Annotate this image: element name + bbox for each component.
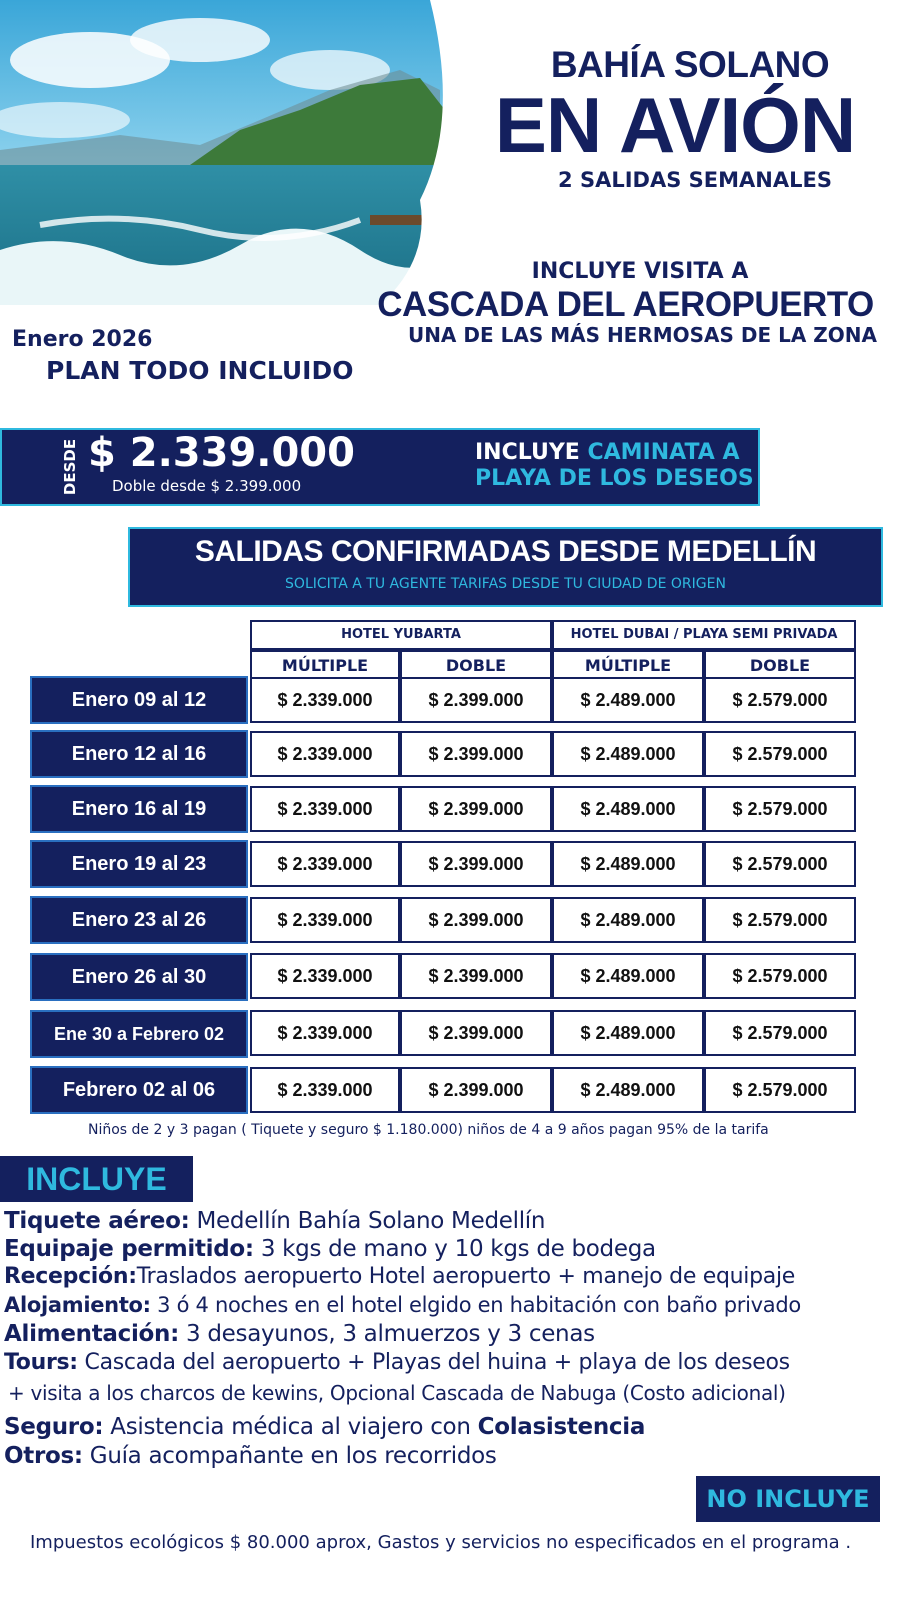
price-cell: $ 2.489.000	[552, 1010, 704, 1056]
price-cell: $ 2.339.000	[250, 1010, 400, 1056]
includes-visit-label: INCLUYE VISITA A	[531, 259, 749, 284]
includes-visit-tagline: UNA DE LAS MÁS HERMOSAS DE LA ZONA	[407, 323, 878, 347]
price-cell: $ 2.339.000	[250, 677, 400, 723]
price-cell: $ 2.399.000	[400, 1010, 552, 1056]
price-cell: $ 2.339.000	[250, 731, 400, 777]
date-range-label: Enero 26 al 30	[30, 953, 248, 1001]
plan-type: PLAN TODO INCLUIDO	[46, 356, 354, 385]
price-cell: $ 2.399.000	[400, 786, 552, 832]
date-range-label: Enero 23 al 26	[30, 896, 248, 944]
insurance-provider: Colasistencia	[477, 1414, 646, 1440]
hero-beach-photo	[0, 0, 470, 305]
include-item-key: Seguro:	[4, 1414, 104, 1440]
date-range-label: Enero 16 al 19	[30, 785, 248, 833]
walk-destination: PLAYA DE LOS DESEOS	[475, 466, 754, 491]
include-item	[4, 1264, 795, 1289]
date-range-label: Enero 12 al 16	[30, 730, 248, 778]
include-item-key: Equipaje permitido:	[4, 1236, 254, 1262]
price-cell: $ 2.489.000	[552, 953, 704, 999]
price-cell: $ 2.489.000	[552, 731, 704, 777]
date-range-label: Enero 19 al 23	[30, 840, 248, 888]
include-item-value: + visita a los charcos de kewins, Opcional Cascada de Nabuga (Costo adicional)	[8, 1381, 786, 1405]
include-item-value: Traslados aeropuerto Hotel aeropuerto + manejo de equipaje	[136, 1264, 796, 1289]
include-item-value: 3 desayunos, 3 almuerzos y 3 cenas	[179, 1321, 595, 1347]
price-cell: $ 2.579.000	[704, 1067, 856, 1113]
include-item	[8, 1381, 786, 1405]
walk-includes-label: INCLUYE	[475, 440, 580, 465]
date-range-label: Enero 09 al 12	[30, 676, 248, 724]
date-range-label: Febrero 02 al 06	[30, 1066, 248, 1114]
include-item-key: Tiquete aéreo:	[4, 1208, 190, 1234]
departures-title: SALIDAS CONFIRMADAS DESDE MEDELLÍN	[194, 535, 817, 568]
room-type-header: MÚLTIPLE	[250, 650, 400, 682]
walk-includes	[475, 440, 755, 465]
price-cell: $ 2.489.000	[552, 677, 704, 723]
include-item	[4, 1208, 545, 1234]
include-item-key: Alimentación:	[4, 1321, 180, 1347]
title-destination: BAHÍA SOLANO	[550, 44, 830, 85]
walk-includes-cyan: CAMINATA A	[587, 440, 740, 465]
price-cell: $ 2.579.000	[704, 897, 856, 943]
price-cell: $ 2.339.000	[250, 897, 400, 943]
room-type-header: DOBLE	[400, 650, 552, 682]
include-item	[4, 1350, 790, 1375]
not-included-tag: NO INCLUYE	[696, 1476, 880, 1522]
hotel-header-yubarta: HOTEL YUBARTA	[250, 620, 552, 650]
price-cell: $ 2.489.000	[552, 1067, 704, 1113]
price-cell: $ 2.399.000	[400, 841, 552, 887]
include-item	[4, 1443, 497, 1469]
children-pricing-note: Niños de 2 y 3 pagan ( Tiquete y seguro $ 1.180.000) niños de 4 a 9 años pagan 95% de la tarifa	[88, 1122, 769, 1138]
room-type-header: DOBLE	[704, 650, 856, 682]
price-cell: $ 2.399.000	[400, 731, 552, 777]
price-cell: $ 2.339.000	[250, 953, 400, 999]
price-cell: $ 2.489.000	[552, 897, 704, 943]
title-weekly-departures: 2 SALIDAS SEMANALES	[558, 168, 832, 192]
price-from: $ 2.339.000	[88, 430, 355, 476]
travel-month: Enero 2026	[12, 327, 153, 352]
price-cell: $ 2.579.000	[704, 953, 856, 999]
desde-label: DESDE	[61, 438, 79, 496]
price-cell: $ 2.399.000	[400, 953, 552, 999]
include-item	[4, 1293, 801, 1317]
departures-subtitle: SOLICITA A TU AGENTE TARIFAS DESDE TU CIUDAD DE ORIGEN	[285, 576, 726, 592]
price-cell: $ 2.339.000	[250, 841, 400, 887]
date-range-label: Ene 30 a Febrero 02	[30, 1010, 248, 1058]
include-item-key: Recepción:	[4, 1264, 137, 1289]
include-item-key: Otros:	[4, 1443, 83, 1469]
include-item	[4, 1236, 656, 1262]
hotel-header-dubai: HOTEL DUBAI / PLAYA SEMI PRIVADA	[552, 620, 856, 650]
title-by-plane: EN AVIÓN	[494, 81, 856, 169]
include-item-value: Guía acompañante en los recorridos	[82, 1443, 497, 1469]
room-type-header: MÚLTIPLE	[552, 650, 704, 682]
include-item-key: Tours:	[4, 1350, 78, 1375]
price-cell: $ 2.579.000	[704, 841, 856, 887]
include-item-value: 3 kgs de mano y 10 kgs de bodega	[253, 1236, 656, 1262]
includes-tag: INCLUYE	[0, 1156, 193, 1202]
price-double-from: Doble desde $ 2.399.000	[112, 477, 302, 495]
include-item-value: Asistencia médica al viajero con	[103, 1414, 478, 1440]
include-item-value: Cascada del aeropuerto + Playas del huina + playa de los deseos	[77, 1350, 790, 1375]
include-item-value: Medellín Bahía Solano Medellín	[189, 1208, 546, 1234]
price-cell: $ 2.579.000	[704, 731, 856, 777]
price-cell: $ 2.579.000	[704, 677, 856, 723]
price-cell: $ 2.579.000	[704, 786, 856, 832]
price-cell: $ 2.339.000	[250, 1067, 400, 1113]
include-item-value: 3 ó 4 noches en el hotel elgido en habitación con baño privado	[150, 1293, 801, 1317]
price-cell: $ 2.579.000	[704, 1010, 856, 1056]
price-cell: $ 2.399.000	[400, 677, 552, 723]
price-cell: $ 2.489.000	[552, 841, 704, 887]
include-item	[4, 1321, 595, 1347]
include-item-key: Alojamiento:	[4, 1293, 151, 1317]
price-cell: $ 2.399.000	[400, 897, 552, 943]
price-cell: $ 2.339.000	[250, 786, 400, 832]
not-included-text: Impuestos ecológicos $ 80.000 aprox, Gastos y servicios no especificados en el programa .	[30, 1532, 852, 1553]
price-cell: $ 2.489.000	[552, 786, 704, 832]
include-item	[4, 1414, 645, 1440]
price-cell: $ 2.399.000	[400, 1067, 552, 1113]
includes-visit-waterfall: CASCADA DEL AEROPUERTO	[377, 285, 874, 324]
